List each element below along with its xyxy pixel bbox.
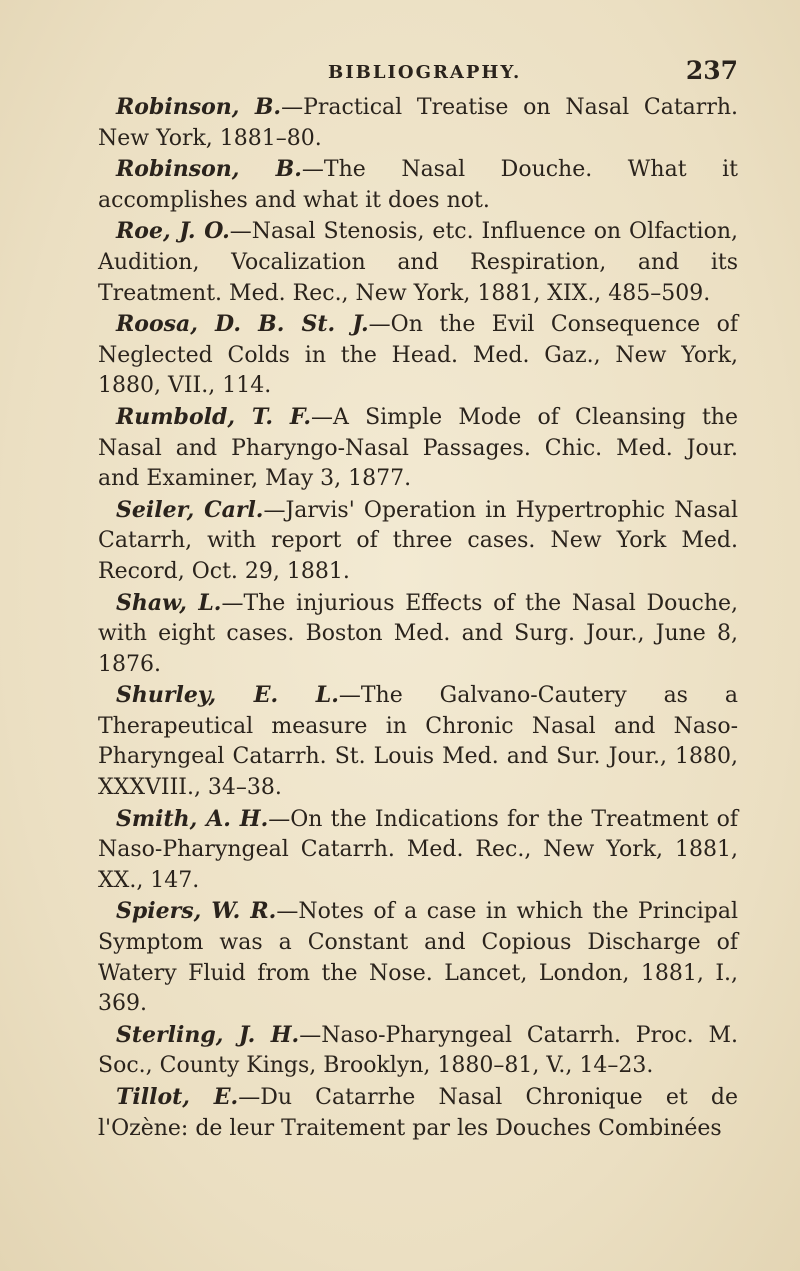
entry-text: —The Nasal Douche. What it accomplishes and what it does not. <box>98 157 738 213</box>
entry-author: Roosa, D. B. St. J. <box>116 311 369 338</box>
page-header <box>98 50 738 90</box>
entry-text: —A Simple Mode of Cleansing the Nasal and Pharyngo-Nasal Passages. Chic. Med. Jour. and Examiner, May 3, 1877. <box>98 404 738 492</box>
entry-text: —Notes of a case in which the Principal Symptom was a Constant and Copious Discharge of Watery Fluid from the Nose. Lancet, London, 1881, I., 369. <box>98 899 738 1017</box>
bibliography-entry <box>98 896 738 1019</box>
entry-text: —Practical Treatise on Nasal Catarrh. New York, 1881–80. <box>98 95 738 151</box>
entry-author: Robinson, B. <box>116 156 302 183</box>
bibliography-entry <box>98 154 738 216</box>
entry-author: Roe, J. O. <box>116 218 230 245</box>
entry-author: Robinson, B. <box>116 94 282 120</box>
entry-text: —Nasal Stenosis, etc. Influence on Olfaction, Audition, Vocalization and Respiration, and its Treatment. Med. Rec., New York, 1881, XIX., 485–509. <box>98 219 738 306</box>
entry-author: Tillot, E. <box>116 1084 239 1110</box>
entry-author: Sterling, J. H. <box>116 1021 300 1048</box>
bibliography-entry <box>98 402 738 495</box>
entry-text: —On the Evil Consequence of Neglected Colds in the Head. Med. Gaz., New York, 1880, VII., 114. <box>98 312 738 399</box>
entry-text: —Jarvis' Operation in Hypertrophic Nasal Catarrh, with report of three cases. New York Med. Record, Oct. 29, 1881. <box>98 497 739 584</box>
entry-author: Shaw, L. <box>116 589 222 616</box>
page-number: 237 <box>685 56 738 85</box>
bibliography-entry <box>98 216 738 309</box>
bibliography-entry <box>98 1082 738 1144</box>
bibliography-entry <box>98 495 738 588</box>
entry-author: Shurley, E. L. <box>116 682 339 709</box>
running-head: BIBLIOGRAPHY. <box>328 62 522 83</box>
bibliography-entry <box>98 804 738 897</box>
entry-author: Spiers, W. R. <box>116 898 277 925</box>
book-page <box>98 50 738 1144</box>
bibliography-entry <box>98 309 738 402</box>
entry-text: —On the Indications for the Treatment of Naso-Pharyngeal Catarrh. Med. Rec., New York, 1881, XX., 147. <box>98 806 738 893</box>
entry-author: Rumbold, T. F. <box>116 403 311 430</box>
entry-text: —Naso-Pharyngeal Catarrh. Proc. M. Soc., County Kings, Brooklyn, 1880–81, V., 14–23. <box>98 1022 738 1079</box>
entry-author: Smith, A. H. <box>116 805 269 832</box>
entry-author: Seiler, Carl. <box>116 496 264 523</box>
bibliography-entry <box>98 680 738 803</box>
bibliography-list <box>98 92 738 1144</box>
entry-text: —The injurious Effects of the Nasal Douche, with eight cases. Boston Med. and Surg. Jour., June 8, 1876. <box>98 590 738 677</box>
entry-text: —Du Catarrhe Nasal Chronique et de l'Ozène: de leur Traitement par les Douches Combinées <box>98 1085 738 1141</box>
bibliography-entry <box>98 588 738 681</box>
entry-text: —The Galvano-Cautery as a Therapeutical measure in Chronic Nasal and Naso-Pharyngeal Catarrh. St. Louis Med. and Sur. Jour., 1880, XXXVIII., 34–38. <box>98 683 738 801</box>
bibliography-entry <box>98 1020 738 1082</box>
bibliography-entry <box>98 92 738 154</box>
